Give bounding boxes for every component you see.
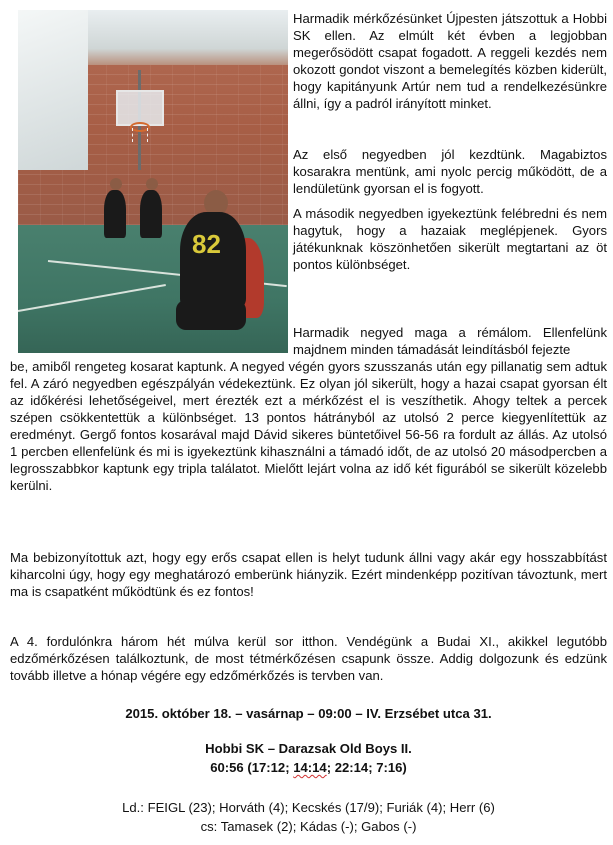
paragraph-intro: Harmadik mérkőzésünket Újpesten játszottuk a Hobbi SK ellen. Az elmúlt két évben a legjobban megerősödött csapat fogadott. A reggeli kezdés nem okozott gondot viszont a bemelegítés közben kiderült, hogy kapitányunk Artúr nem tud a rendelkezésünkre állni, így a padról irányított minket. — [293, 11, 607, 111]
paragraph-second-quarter: A második negyedben igyekeztünk felébredni és nem hagytuk, hogy a hazaiak meglépjenek. Gyors játékunknak köszönhetően sikerült megtartani az öt pontos különbséget. — [293, 206, 607, 272]
paragraph-summary: Ma bebizonyítottuk azt, hogy egy erős csapat ellen is helyt tudunk állni vagy akár egy hosszabbítást kiharcolni úgy, hogy egy meghatározó emberünk hiányzik. Ezért mindenképp pozitívan távoztunk, mert ma is csapatként működtünk és ez fontos! — [10, 550, 607, 599]
scorers-line-1: Ld.: FEIGL (23); Horváth (4); Kecskés (17/9); Furiák (4); Herr (6) — [122, 800, 495, 815]
result-teams: Hobbi SK – Darazsak Old Boys II. — [205, 741, 412, 756]
basketball-photo — [18, 10, 288, 353]
photo-main-player — [180, 212, 246, 308]
paragraph-third-quarter-rest: be, amiből rengeteg kosarat kaptunk. A negyed végén gyors szusszanás után egy pillanatig sem adtuk fel. A záró negyedben egészpályán védekeztünk. Ez olyan jól sikerült, hogy a hazai csapat gyorsan élt az időkérési lehetőségeivel, mert érezték ezt a mérkőzést el is veszíthetik. Ahogy teltek a percek szépen csökkentettük a különbséget. 13 pontos hátrányból az utolsó 2 perce kiegyenlítettük az eredményt. Gergő fontos kosarával majd Dávid sikeres büntetőivel 56-56 ra fordult az állás. Az utolsó 1 percben ellenfelünk és mi is igyekeztünk kihasználni a támadó időt, de az utolsó 20 másodpercben a legrosszabbkor kaptunk egy tripla találatot. Mielőtt lejárt volna az idő két figurából se sikerült közelebb kerülni. — [10, 359, 607, 493]
result-score-suffix: ; 22:14; 7:16) — [326, 760, 407, 775]
photo-player-head — [146, 178, 158, 190]
next-game-info: 2015. október 18. – vasárnap – 09:00 – IV. Erzsébet utca 31. — [125, 706, 492, 721]
paragraph-third-quarter-start: Harmadik negyed maga a rémálom. Ellenfelünk majdnem minden támadását leindításból fejezte — [293, 325, 607, 357]
photo-player — [140, 190, 162, 238]
result-score-prefix: 60:56 (17:12; — [210, 760, 294, 775]
scorers-line-2: cs: Tamasek (2); Kádas (-); Gabos (-) — [200, 819, 417, 834]
photo-player-head — [110, 178, 122, 190]
result-score-wavy: 14:14 — [293, 760, 327, 775]
photo-window — [18, 10, 88, 170]
photo-jersey-number: 82 — [192, 229, 221, 259]
result-score — [10, 759, 607, 776]
photo-net — [132, 128, 148, 142]
paragraph-first-quarter: Az első negyedben jól kezdtünk. Magabiztos kosarakra mentünk, ami nyolc percig működött, de a lendületünk gyorsan el is fogyott. — [293, 147, 607, 196]
paragraph-next-round: A 4. fordulónkra három hét múlva kerül sor itthon. Vendégünk a Budai XI., akikkel legutóbb edzőmérkőzésen találkoztunk, de most tétmérkőzésen csapunk össze. Addig dolgozunk és edzünk tovább illetve a hónap végére egy edzőmérkőzés is tervben van. — [10, 634, 607, 683]
photo-player — [104, 190, 126, 238]
photo-main-player-legs — [176, 300, 246, 330]
photo-backboard — [116, 90, 164, 126]
